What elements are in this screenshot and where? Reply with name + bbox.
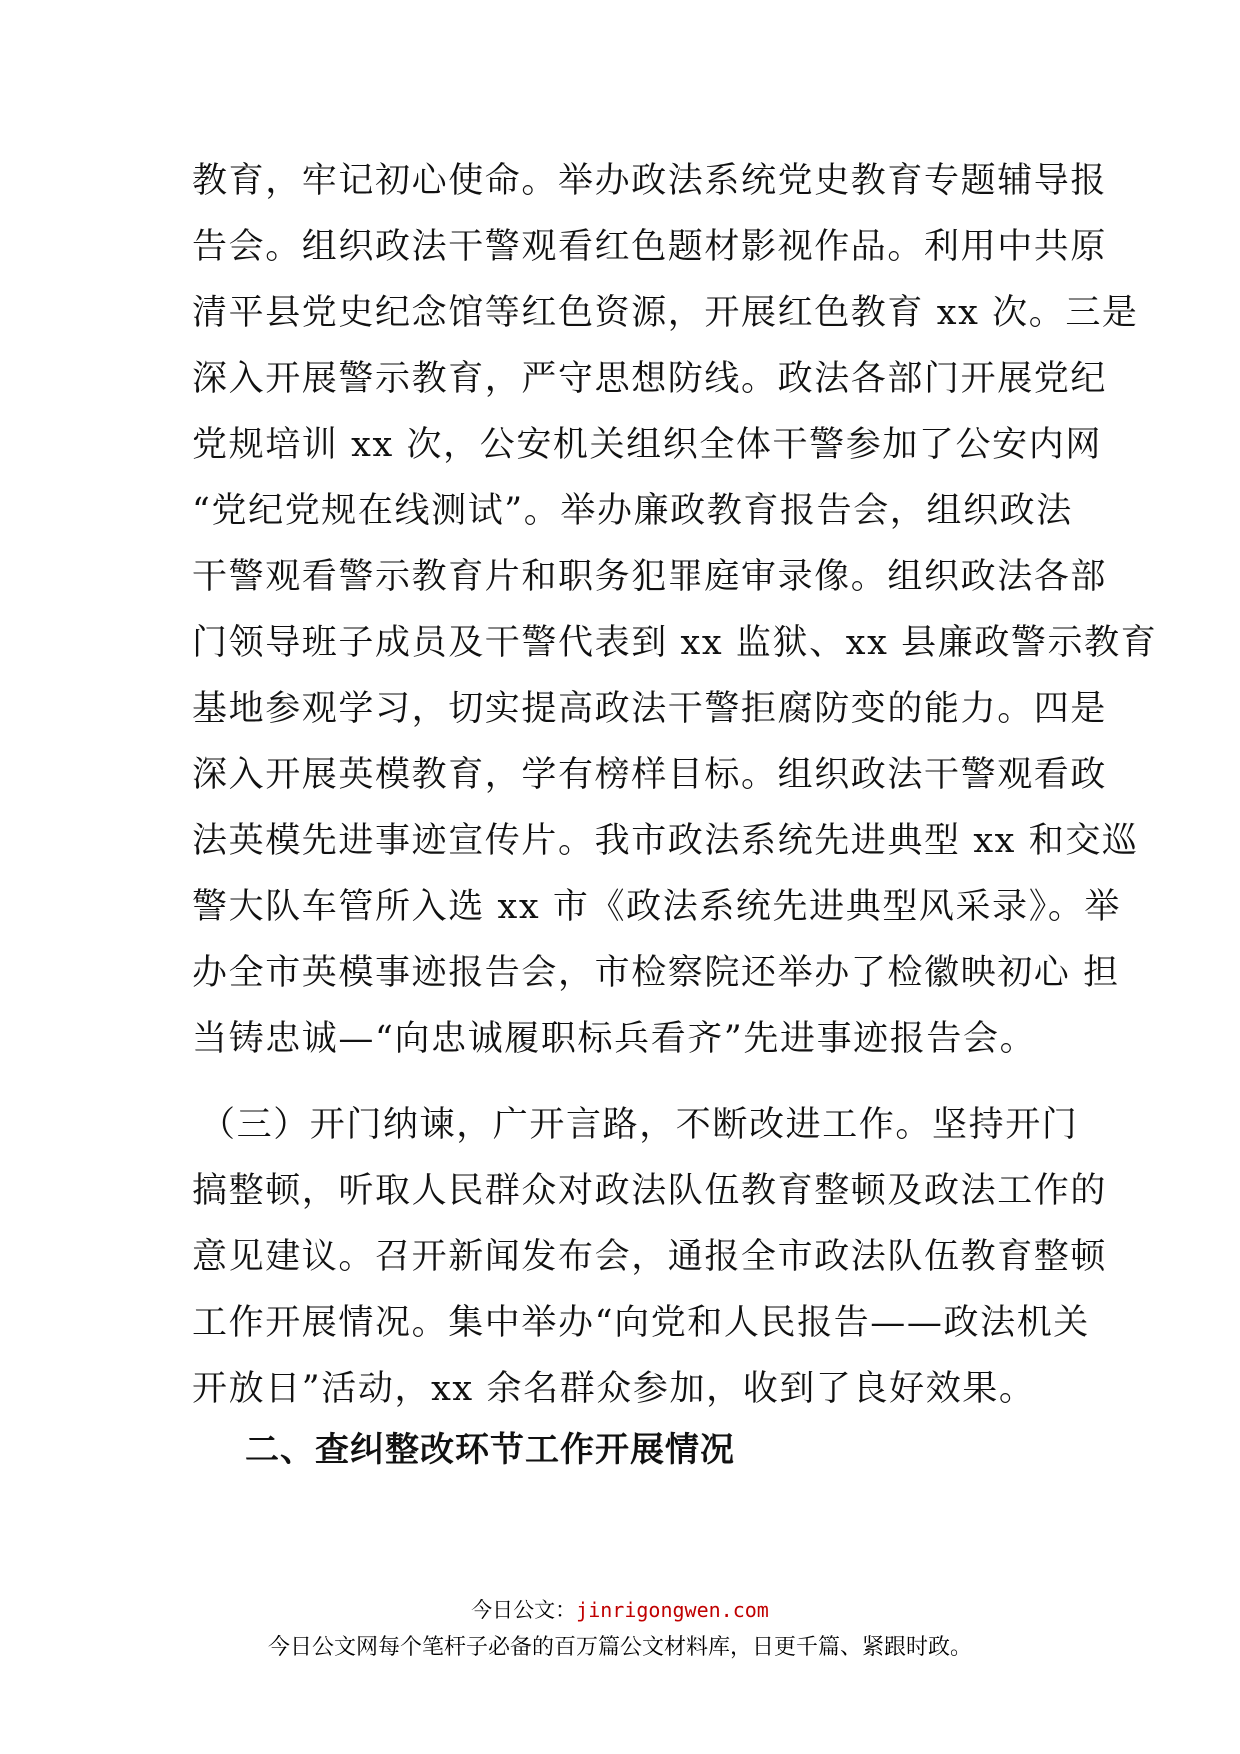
text-line: 警大队车管所入选 xx 市《政法系统先进典型风采录》。举 bbox=[192, 887, 1122, 927]
text-line: 清平县党史纪念馆等红色资源，开展红色教育 xx 次。三是 bbox=[192, 293, 1139, 333]
text-line: 搞整顿，听取人民群众对政法队伍教育整顿及政法工作的 bbox=[192, 1171, 1108, 1211]
text-line: 深入开展英模教育，学有榜样目标。组织政法干警观看政 bbox=[192, 755, 1108, 795]
footer-site bbox=[0, 1594, 1240, 1624]
text-line: “党纪党规在线测试”。举办廉政教育报告会，组织政法 bbox=[192, 491, 1073, 531]
paragraph-1 bbox=[192, 148, 1158, 1072]
body-text bbox=[192, 148, 1158, 1422]
text-line: 告会。组织政法干警观看红色题材影视作品。利用中共原 bbox=[192, 227, 1108, 267]
footer-slogan: 今日公文网每个笔杆子必备的百万篇公文材料库，日更千篇、紧跟时政。 bbox=[267, 1635, 972, 1660]
text-line: 深入开展警示教育，严守思想防线。政法各部门开展党纪 bbox=[192, 359, 1108, 399]
text-line-indented: （三）开门纳谏，广开言路，不断改进工作。坚持开门 bbox=[200, 1105, 1079, 1145]
footer-site-label: 今日公文： bbox=[471, 1598, 577, 1622]
footer-site-url[interactable]: jinrigongwen.com bbox=[576, 1598, 769, 1622]
text-line: 干警观看警示教育片和职务犯罪庭审录像。组织政法各部 bbox=[192, 557, 1108, 597]
text-line: 党规培训 xx 次，公安机关组织全体干警参加了公安内网 bbox=[192, 425, 1102, 465]
text-line-last: 开放日”活动，xx 余名群众参加，收到了良好效果。 bbox=[192, 1369, 1036, 1409]
text-line: 法英模先进事迹宣传片。我市政法系统先进典型 xx 和交巡 bbox=[192, 821, 1139, 861]
paragraph-2 bbox=[192, 1092, 1108, 1422]
text-line: 基地参观学习，切实提高政法干警拒腐防变的能力。四是 bbox=[192, 689, 1108, 729]
section-heading: 二、查纠整改环节工作开展情况 bbox=[245, 1430, 735, 1470]
paragraph-gap bbox=[192, 1072, 1062, 1092]
text-line: 教育，牢记初心使命。举办政法系统党史教育专题辅导报 bbox=[192, 161, 1108, 201]
text-line: 工作开展情况。集中举办“向党和人民报告——政法机关 bbox=[192, 1303, 1090, 1343]
text-line: 办全市英模事迹报告会，市检察院还举办了检徽映初心 担 bbox=[192, 953, 1120, 993]
text-line: 门领导班子成员及干警代表到 xx 监狱、xx 县廉政警示教育 bbox=[192, 623, 1158, 663]
text-line: 意见建议。召开新闻发布会，通报全市政法队伍教育整顿 bbox=[192, 1237, 1108, 1277]
text-line-last: 当铸忠诚—“向忠诚履职标兵看齐”先进事迹报告会。 bbox=[192, 1019, 1037, 1059]
